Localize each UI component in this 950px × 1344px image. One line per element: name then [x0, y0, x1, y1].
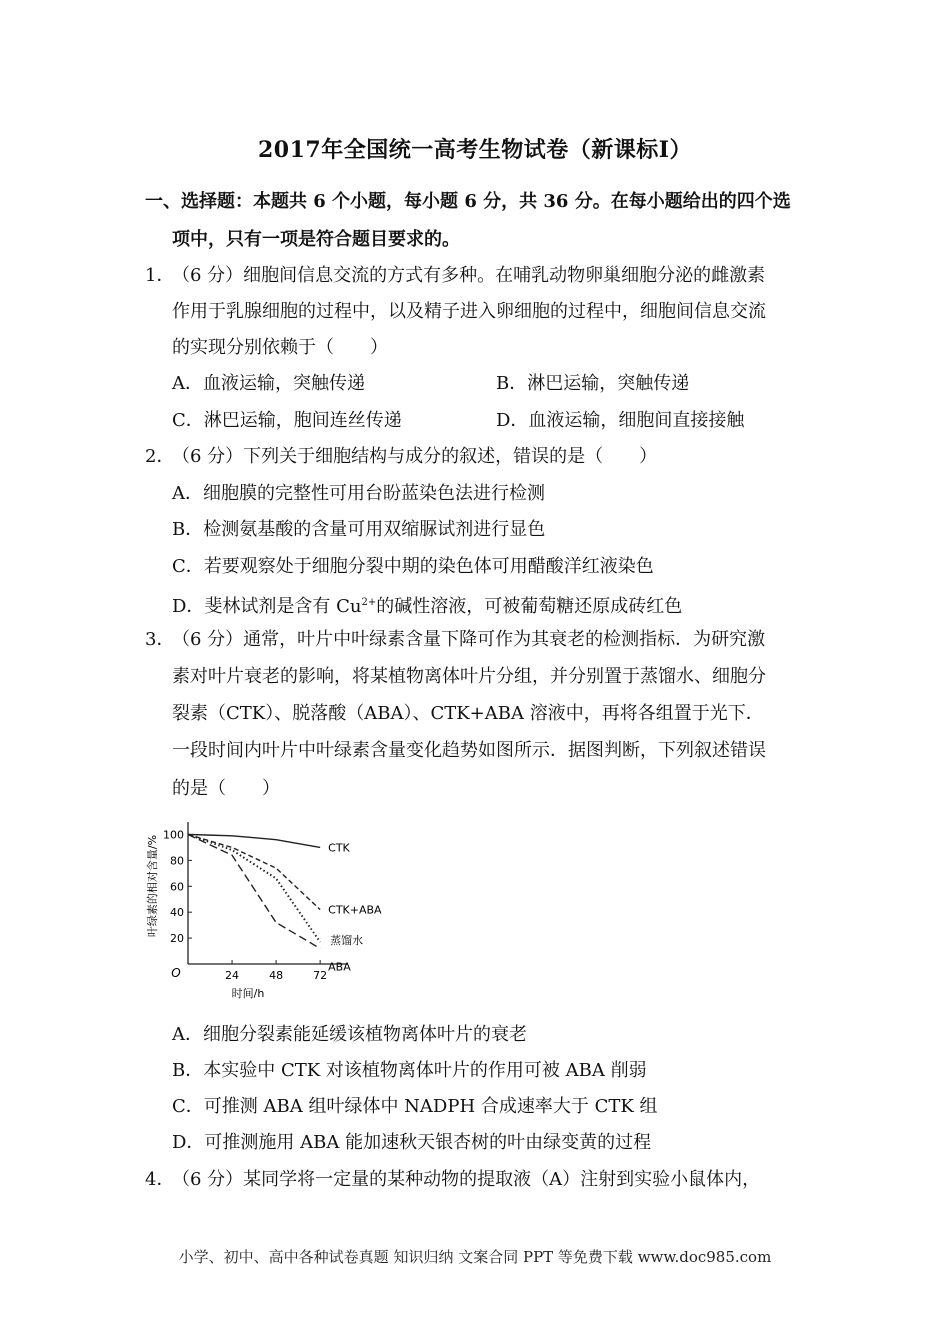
option-a: A．血液运输，突触传递: [172, 373, 365, 394]
question-number: 3．: [145, 629, 175, 650]
question-text: （6 分）通常，叶片中叶绿素含量下降可作为其衰老的检测指标．为研究激: [172, 629, 766, 650]
series-line-4: [188, 834, 320, 948]
series-label: CTK: [328, 841, 350, 855]
x-tick-label: 24: [225, 969, 240, 982]
question-text: 一段时间内叶片中叶绿素含量变化趋势如图所示．据图判断，下列叙述错误: [172, 740, 766, 761]
question-text: 裂素（CTK）、脱落酸（ABA）、CTK+ABA 溶液中，再将各组置于光下．: [172, 703, 764, 724]
x-tick-label: 72: [313, 969, 328, 982]
series-label: ABA: [328, 960, 351, 974]
ion-charge: 2+: [361, 597, 377, 608]
question-number: 2．: [145, 446, 175, 467]
question-text: （6 分）细胞间信息交流的方式有多种。在哺乳动物卵巢细胞分泌的雌激素: [172, 265, 766, 286]
question-text: 素对叶片衰老的影响，将某植物离体叶片分组，并分别置于蒸馏水、细胞分: [172, 666, 766, 687]
page-title: 2017年全国统一高考生物试卷（新课标Ⅰ）: [257, 137, 693, 163]
section-heading-line2: 项中，只有一项是符合题目要求的。: [172, 229, 460, 250]
option-b: B．本实验中 CTK 对该植物离体叶片的作用可被 ABA 削弱: [172, 1060, 647, 1081]
chlorophyll-chart: [140, 812, 382, 1002]
y-tick-label: 80: [170, 854, 184, 868]
x-tick-label: 48: [269, 969, 284, 982]
question-text: （6 分）某同学将一定量的某种动物的提取液（A）注射到实验小鼠体内，: [172, 1169, 761, 1190]
option-d: [172, 585, 682, 625]
question-text: 的是（ ）: [172, 778, 280, 799]
series-label: 蒸馏水: [330, 933, 364, 947]
series-line-2: [188, 834, 320, 909]
question-text: 的实现分别依赖于（ ）: [172, 337, 388, 358]
option-d-text-rest: 的碱性溶液，可被葡萄糖还原成砖红色: [376, 596, 683, 617]
option-c: C．若要观察处于细胞分裂中期的染色体可用醋酸洋红液染色: [172, 556, 654, 577]
y-tick-label: 100: [163, 828, 184, 842]
x-axis-label: 时间/h: [231, 987, 265, 1000]
section-heading-line1: 一、选择题：本题共 6 个小题，每小题 6 分，共 36 分。在每小题给出的四个选: [145, 191, 791, 212]
y-tick-label: 40: [170, 906, 184, 920]
page-footer: 小学、初中、高中各种试卷真题 知识归纳 文案合同 PPT 等免费下载 www.doc985.com: [178, 1248, 772, 1266]
y-tick-label: 20: [170, 932, 184, 946]
question-text: 作用于乳腺细胞的过程中，以及精子进入卵细胞的过程中，细胞间信息交流: [172, 301, 766, 322]
option-c: C．淋巴运输，胞间连丝传递: [172, 410, 402, 431]
y-tick-label: 60: [170, 880, 184, 894]
origin-label: O: [171, 966, 181, 980]
question-number: 1．: [145, 265, 175, 286]
series-label: CTK+ABA: [328, 903, 382, 917]
y-axis-label: 叶绿素的相对含量/%: [146, 834, 159, 938]
option-a: A．细胞分裂素能延缓该植物离体叶片的衰老: [172, 1024, 527, 1045]
option-b: B．检测氨基酸的含量可用双缩脲试剂进行显色: [172, 519, 546, 540]
option-d-text: D．斐林试剂是含有 Cu: [172, 596, 362, 617]
question-text: （6 分）下列关于细胞结构与成分的叙述，错误的是（ ）: [172, 446, 658, 467]
option-d: D．可推测施用 ABA 能加速秋天银杏树的叶由绿变黄的过程: [172, 1132, 652, 1153]
option-a: A．细胞膜的完整性可用台盼蓝染色法进行检测: [172, 483, 545, 504]
option-c: C．可推测 ABA 组叶绿体中 NADPH 合成速率大于 CTK 组: [172, 1096, 658, 1117]
question-number: 4．: [145, 1169, 175, 1190]
option-b: B．淋巴运输，突触传递: [496, 373, 690, 394]
option-d: D．血液运输，细胞间直接接触: [496, 410, 745, 431]
